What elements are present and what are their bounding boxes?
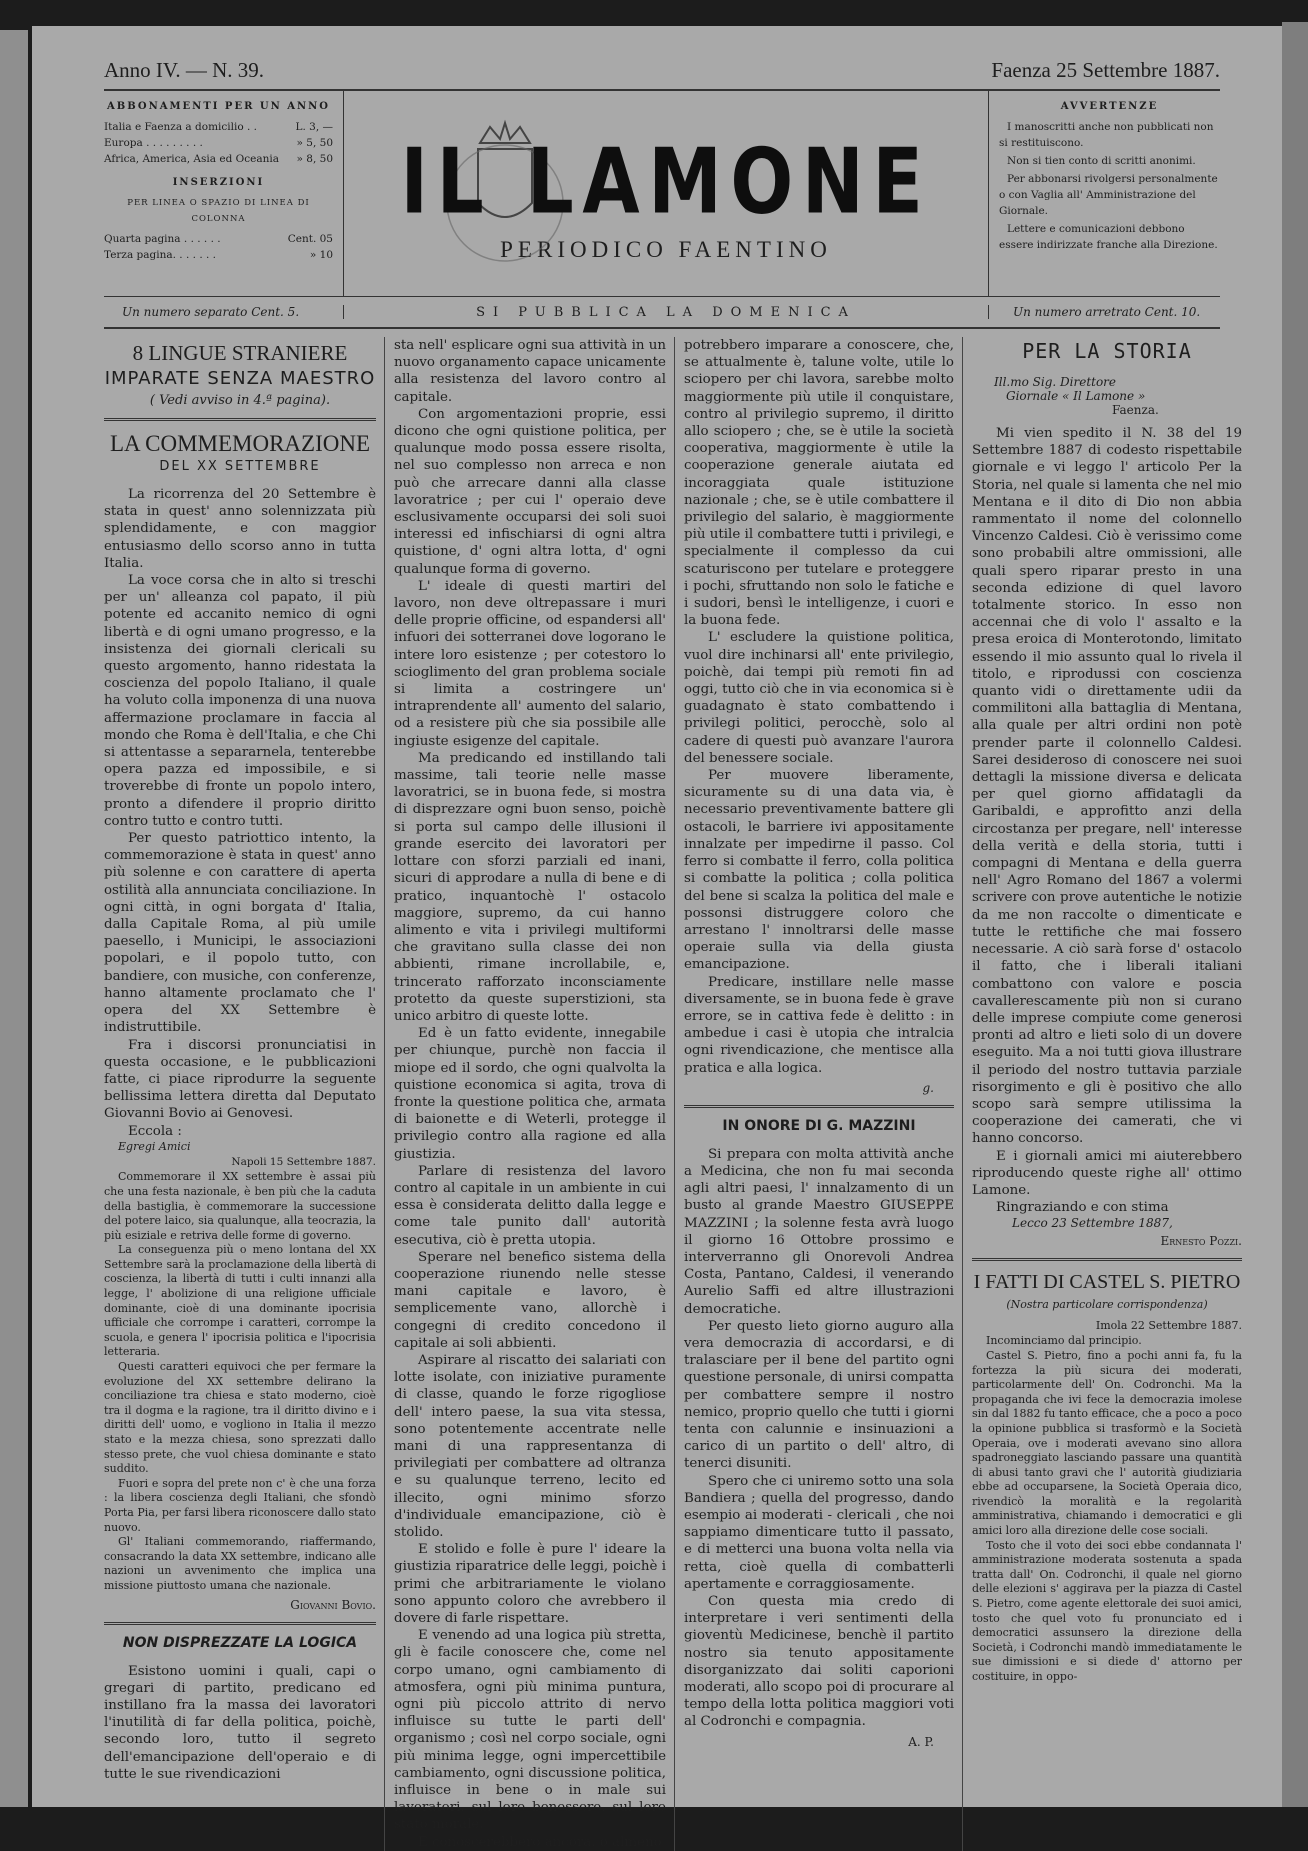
eccola-line: Eccola : bbox=[128, 1123, 182, 1139]
paragraph: Fra i discorsi pronunciatisi in questa occasione, e le pubblicazioni fatte, ci piace riprodurre la seguente bellissima lettera diretta dal Deputato Giovanni Bovio ai Genovesi. bbox=[104, 1037, 376, 1122]
paragraph: Predicare, instillare nelle masse diversamente, se in buona fede è grave errore, se in cattiva fede è delitto : in ambedue i casi è utopia che intralcia ogni rivendicazione, che mentisce alla pratica e alla logica. bbox=[684, 974, 954, 1076]
notices-box bbox=[988, 91, 1220, 296]
paragraph: La voce corsa che in alto si treschi per un' alleanza col papato, il più potente ed accanito nemico di ogni libertà e di ogni umano progresso, e la insistenza dei giornali clericali su questo argomento, hanno ridestata la coscienza del popolo Italiano, il quale ha voluto colla imponenza di una nuova affermazione proclamare in faccia al mondo che Roma è dell'Italia, e che Chi si attentasse a separarnela, tenterebbe opera pazza ed impossibile, e si troverebbe di fronte un popolo intero, pronto a difendere il proprio diritto contro tutto e contro tutti. bbox=[104, 573, 376, 829]
divider bbox=[684, 1105, 954, 1108]
author-signature: A. P. bbox=[908, 1734, 934, 1749]
divider bbox=[972, 1258, 1242, 1261]
year-issue: Anno IV. — N. 39. bbox=[104, 58, 265, 82]
letter-date: Napoli 15 Settembre 1887. bbox=[231, 1156, 376, 1169]
publication-day: SI PUBBLICA LA DOMENICA bbox=[476, 304, 856, 320]
paragraph: Sperare nel benefico sistema della cooperazione riunendo nelle stesse mani capitale e lavoro, è semplicemente vano, allorchè i congegni di credito concedono il capitale ai soli abbienti. bbox=[394, 1249, 666, 1351]
letter-paragraph: La conseguenza più o meno lontana del XX Settembre sarà la proclamazione della libertà di coscienza, la libertà di tutti i culti innanzi alla legge, l' abolizione di una religione ufficiale dominante, cioè di una dominante ipocrisia ufficiale che corrompe i caratteri, corrompe la scuola, e genera l' ipocrisia politica e l'ipocrisia letteraria. bbox=[104, 1243, 376, 1359]
address-line: Ill.mo Sig. Direttore bbox=[994, 375, 1117, 389]
column-1 bbox=[104, 337, 376, 1851]
newspaper-title: IL LAMONE bbox=[400, 129, 932, 235]
price-row: Europa . . . . . . . . . » 5, 50 bbox=[104, 137, 333, 149]
paragraph: Tosto che il voto dei soci ebbe condannata l' amministrazione moderata sostenuta a spada tratta dall' On. Codronchi, il quale nel giorno delle elezioni s' aggirava per la piazza di Castel S. Pietro, come agente elettorale dei suoi amici, tosto che quel voto fu pronunciato ed i democratici assunsero la direzione della Società, i Codronchi mandò immediatamente le sue dimissioni e si diede d' attorno per costituire, in oppo- bbox=[972, 1538, 1242, 1683]
address-line: Faenza. bbox=[1112, 403, 1159, 417]
price-row: Italia e Faenza a domicilio . . L. 3, — bbox=[104, 121, 333, 133]
paragraph: sta nell' esplicare ogni sua attività in un nuovo organamento capace unicamente alla resistenza del lavoro contro al capitale. bbox=[394, 338, 666, 405]
place-date: Faenza 25 Settembre 1887. bbox=[991, 58, 1220, 82]
paragraph: E i giornali amici mi aiuterebbero riproducendo queste righe all' ottimo Lamone. bbox=[972, 1148, 1242, 1198]
price-row: Quarta pagina . . . . . . Cent. 05 bbox=[104, 233, 333, 245]
divider bbox=[104, 1622, 376, 1625]
paragraph: Per questo patriottico intento, la commemorazione è stata in quest' anno più solenne e con carattere di aperta ostilità alla annunciata conciliazione. In ogni città, in ogni borgata d' Italia, dalla Capitale Roma, al più umile paesello, i Municipi, le associazioni popolari, e il popolo tutto, con bandiere, con musiche, con conferenze, hanno altamente proclamato che l' opera del XX Settembre è indistruttibile. bbox=[104, 831, 376, 1036]
letter-place: Lecco 23 Settembre 1887, bbox=[1012, 1216, 1173, 1231]
subscriptions-box bbox=[104, 91, 344, 296]
insertions-heading: INSERZIONI bbox=[172, 177, 265, 188]
divider bbox=[104, 418, 376, 421]
masthead bbox=[104, 91, 1220, 297]
paragraph: potrebbero imparare a conoscere, che, se attualmente è, talune volte, utile lo sciopero per chi lavora, sarebbe molto maggiormente più utile il conquistare, contro al privilegio supremo, il diritto allo sciopero ; che, se è utile la società cooperativa, maggiormente è utile la cooperazione generale aiutata ed incoraggiata quale istituzione nazionale ; che, se è utile combattere il privilegio del salario, è maggiormente più utile il combattere tutti i privilegi, e specialmente il complesso da cui scaturiscono per tutelare e proteggere i pochi, sfruttando non solo le fatiche e i sudori, bensì le intelligenze, i cuori e la buona fede. bbox=[684, 338, 954, 629]
paragraph: Per questo lieto giorno auguro alla vera democrazia di accordarsi, e di tralasciare per il bene del partito ogni questione personale, di unirsi compatta per combattere sempre il nostro nemico, proprio quello che tutti i giorni tenta con calunnie e insinuazioni a carico di un partito o dell' altro, di tenerci disuniti. bbox=[684, 1318, 954, 1472]
castel-note: (Nostra particolare corrispondenza) bbox=[1006, 1298, 1208, 1312]
paragraph: La ricorrenza del 20 Settembre è stata in quest' anno solennizzata più splendidamente, e con maggior entusiasmo dello scorso anno in tutta Italia. bbox=[104, 487, 376, 571]
paragraph: Per muovere liberamente, sicuramente su di una data via, è necessario preventivamente battere gli ostacoli, le barriere ivi appositamente innalzate per impedirne il passo. Col ferro si combatte il ferro, colla politica si combatte la politica ; colla politica del bene si scalza la politica del male e possonsi distruggere coloro che arrestano l' innoltrarsi delle masse operaie sulla via della giusta emancipazione. bbox=[684, 768, 954, 973]
paragraph: Con argomentazioni proprie, essi dicono che ogni quistione politica, per qualunque modo possa essere risolta, nel suo complesso non arreca e non può che arrecare danni alla classe lavoratrice ; per cui l' operaio deve esclusivamente occuparsi dei soli suoi interessi ed infischiarsi di ogni altra quistione, d' ogni altra lotta, d' ogni qualunque forma di governo. bbox=[394, 406, 666, 577]
notices-heading: AVVERTENZE bbox=[1060, 101, 1159, 112]
paragraph: Castel S. Pietro, fino a pochi anni fa, fu la fortezza la più sicura dei moderati, particolarmente dell' On. Codronchi. Ma la propaganda che ivi fece la democrazia imolese sin dal 1882 fu tanto efficace, che a poco a poco la opinione pubblica si trasformò e la Società Operaia, ove i moderati avevano sino allora spadroneggiato lasciando passare una quantità di abusi tanto gravi che l' autorità giudiziaria ebbe ad occuparsene, la Società Operaia dico, rivendicò la moralità e la regolarità amministrativa, chiamando i democratici e gli amici loro alla direzione delle cose sociali. bbox=[972, 1348, 1242, 1538]
paragraph: Ed è un fatto evidente, innegabile per chiunque, purchè non faccia il miope ed il sordo, che ogni qualvolta la quistione economica si agita, trova di fronte la questione politica che, armata di baionette e di Weterli, protegge il privilegio contro alla ragione ed alla giustizia. bbox=[394, 1026, 666, 1162]
letter-paragraph: Questi caratteri equivoci che per fermare la evoluzione del XX settembre delirano la conciliazione tra chiesa e stato moderno, cioè tra il dogma e la ragione, tra il diritto divino e i diritti dell' uomo, e vogliono in Italia il mezzo stato e la mezza chiesa, sono sprezzati dallo stesso prete, che vuol chiesa dominante e stato suddito. bbox=[104, 1360, 376, 1476]
castel-title: I FATTI DI CASTEL S. PIETRO bbox=[973, 1271, 1241, 1294]
paragraph: Incominciamo dal principio. bbox=[986, 1334, 1142, 1348]
masthead-footer bbox=[104, 297, 1220, 329]
article-subtitle: DEL XX SETTEMBRE bbox=[159, 459, 321, 474]
paragraph: Si prepara con molta attività anche a Medicina, che non fu mai seconda agli altri paesi, l' innalzamento di un busto al grande Maestro GIUSEPPE MAZZINI ; la solenne festa avrà luogo il giorno 16 Ottobre prossimo e interverranno gli Onorevoli Andrea Costa, Pantano, Caldesi, il venerando Aurelio Saffi ed altre illustrazioni democratiche. bbox=[684, 1146, 954, 1317]
second-article-title: NON DISPREZZATE LA LOGICA bbox=[122, 1634, 358, 1651]
notice-item: Non si tien conto di scritti anonimi. bbox=[1007, 155, 1196, 167]
article-title: LA COMMEMORAZIONE bbox=[109, 431, 371, 456]
price-row: Africa, America, Asia ed Oceania » 8, 50 bbox=[104, 153, 333, 165]
back-issue-price: Un numero arretrato Cent. 10. bbox=[988, 305, 1220, 319]
letter-paragraph: Fuori e sopra del prete non c' è che una forza : la libera coscienza degli Italiani, che sfondò Porta Pia, per farsi libera riconoscere dallo stato nuovo. bbox=[104, 1476, 376, 1534]
address-line: Giornale « Il Lamone » bbox=[1006, 389, 1146, 403]
single-copy-price: Un numero separato Cent. 5. bbox=[104, 305, 344, 319]
paragraph: Mi vien spedito il N. 38 del 19 Settembre 1887 di codesto rispettabile giornale e vi leggo l' articolo Per la Storia, nel quale si lamenta che nel mio Mentana e il dito di Dio non abbia rammentato il nome del colonnello Vincenzo Caldesi. Ciò è verissimo come sono probabili altre ommissioni, alle quali spero riparar presto in una seconda edizione di quel lavoro totalmente storico. In esso non accennai che di volo l' assalto e la presa eroica di Monterotondo, limitato essendo il mio assunto qual lo rivela il titolo, e riprodussi con coscienza quanto vidi o direttamente udii da commilitoni alla battaglia di Mentana, alla quale per altri ordini non potè prender parte il colonnello Caldesi. Sarei desideroso di conoscere nei suoi dettagli la missione diversa e delicata per quel giorno affidatagli da Garibaldi, e approfitto anzi della circostanza per pregare, nell' interesse della verità e della storia, tutti i compagni di Mentana e della guerra nell' Agro Romano del 1867 a volermi scrivere con prove autentiche le notizie da me non raccolte o dimenticate e tutte le rettifiche che mai fossero necessarie. A ciò sarà forse d' ostacolo il fatto, che i liberali italiani combattono con valore e poscia cavallerescamente più non si curano delle imprese compiute come generosi pronti ad altro e lieti solo di un dovere eseguito. Ma a noi tutti giova illustrare il periodo del nostro tuttavia parziale risorgimento e gli è positivo che allo scopo sarà sempre utilissima la cooperazione dei camerati, che vi hanno concorso. bbox=[972, 426, 1242, 1147]
masthead-title-block bbox=[344, 91, 988, 296]
ad-subtitle: IMPARATE SENZA MAESTRO bbox=[104, 368, 376, 389]
ad-note: ( Vedi avviso in 4.ª pagina). bbox=[149, 393, 331, 408]
paragraph: Aspirare al riscatto dei salariati con lotte isolate, con iniziative puramente di classe, quando le forze rigogliose dell' intero paese, la sua vita stessa, sono potentemente accentrate nelle mani di una rappresentanza di privilegiati per combattere ad oltranza e su qualunque terreno, lecito ed illecito, ogni minimo sforzo d'individuale emancipazione, ciò è stolido. bbox=[394, 1352, 666, 1541]
paragraph: Parlare di resistenza del lavoro contro al capitale in un ambiente in cui essa è considerata delitto dalla legge e come tale punito dall' autorità esecutiva, ciò è pretta utopia. bbox=[394, 1163, 666, 1248]
mazzini-title: IN ONORE DI G. MAZZINI bbox=[722, 1117, 916, 1134]
paragraph: Ma predicando ed instillando tali massime, tali teorie nelle masse lavoratrici, se in buona fede, si mostra di disprezzare ogni buon senso, poichè si porta sul campo delle illusioni il grande esercito dei lavoratori per lottare con sforzi parziali ed inani, sicuri di approdare a nulla di bene e di pratico, inquantochè l' ostacolo maggiore, supremo, da cui hanno alimento e vita i privilegi multiformi che gravitano sulla classe dei non abbienti, rimane incrollabile, e, trincerato rafforzato inconsciamente protetto da queste superstizioni, sta unico arbitro di queste lotte. bbox=[394, 750, 666, 1024]
paragraph: Esistono uomini i quali, capi o gregari di partito, predicano ed instillano fra la massa dei lavoratori l'inutilità di far della politica, poichè, secondo loro, tutto il segreto dell'emancipazione dell'operaio e di tutte le sue rivendicazioni bbox=[104, 1663, 376, 1782]
masthead-top bbox=[104, 58, 1220, 91]
notice-item: I manoscritti anche non pubblicati non si restituiscono. bbox=[999, 121, 1214, 149]
price-row: Terza pagina. . . . . . . » 10 bbox=[104, 249, 333, 261]
newspaper-page bbox=[32, 26, 1282, 1850]
paragraph: L' escludere la quistione politica, vuol dire inchinarsi all' ente privilegio, poichè, dai tempi più remoti fin ad oggi, tutto ciò che in via economica si è guadagnato è stato combattendo i privilegi politici, perocchè, solo al cadere di questi può avanzare l'aurora del benessere sociale. bbox=[684, 630, 954, 766]
letter-greeting: Egregi Amici bbox=[118, 1139, 191, 1153]
castel-date: Imola 22 Settembre 1887. bbox=[1095, 1319, 1242, 1333]
paragraph: Spero che ci uniremo sotto una sola Bandiera ; quella del progresso, dando esempio ai moderati - clericali , che noi sappiamo dimenticare tutto il passato, e di metterci una buona volta nella via retta, cioè quella di combatterli apertamente e corraggiosamente. bbox=[684, 1473, 954, 1592]
paragraph: E conoscerebbero ancora, o almeno bbox=[418, 1834, 662, 1850]
newspaper-subtitle: PERIODICO FAENTINO bbox=[500, 237, 832, 262]
paragraph: Ringraziando e con stima bbox=[996, 1200, 1169, 1216]
ad-title: 8 LINGUE STRANIERE bbox=[132, 341, 348, 365]
letter-paragraph: Commemorare il XX settembre è assai più che una festa nazionale, è ben più che la caduta della bastiglia, è commemorare la successione del potere laico, sia qualunque, alla teocrazia, la più esiziale e retriva delle forme di governo. bbox=[104, 1170, 376, 1242]
article-columns bbox=[104, 337, 1242, 1850]
letter-signature: Giovanni Bovio. bbox=[290, 1597, 376, 1612]
paragraph: Con questa mia credo di interpretare i veri sentimenti della gioventù Medicinese, benchè il partito nostro sia tenuto appositamente disorganizzato dai soliti caporioni moderati, allo scopo poi di procurare al tempo della lotta politica maggiori voti al Codronchi e compagnia. bbox=[684, 1594, 954, 1730]
paragraph: E venendo ad una logica più stretta, gli è facile conoscere che, come nel corpo umano, ogni cambiamento di atmosfera, ogni più minima puntura, ogni più piccolo attrito di nervo influisce su tutte le parti dell' organismo ; così nel corpo sociale, ogni più minima legge, ogni impercettibile cambiamento, ogni discussione politica, influisce in bene o in male sui lavoratori, sul loro benessere, sul loro stato morale. bbox=[394, 1628, 666, 1833]
column-3 bbox=[684, 337, 954, 1851]
notice-item: Per abbonarsi rivolgersi personalmente o con Vaglia all' Amministrazione del Giornale. bbox=[999, 173, 1218, 217]
author-initial: g. bbox=[922, 1080, 934, 1095]
letter-paragraph: Gl' Italiani commemorando, riaffermando, consacrando la data XX settembre, indicano alle nazioni un avvenimento che implica una missione piuttosto umana che nazionale. bbox=[104, 1535, 376, 1592]
insertions-subheading: PER LINEA O SPAZIO DI LINEA DI COLONNA bbox=[127, 198, 310, 224]
storia-title: PER LA STORIA bbox=[1022, 339, 1192, 363]
paragraph: L' ideale di questi martiri del lavoro, non deve oltrepassare i muri delle proprie officine, od espandersi all' infuori dei sotterranei dove logorano le intere loro esistenze ; per cotestoro lo scioglimento del gran problema sociale si limita a costringere un' intraprendente all' aumento del salario, od a resistere più che sia possibile alle ingiuste esigenze del capitale. bbox=[394, 578, 666, 749]
column-2 bbox=[394, 337, 666, 1851]
notice-item: Lettere e comunicazioni debbono essere indirizzate franche alla Direzione. bbox=[999, 223, 1218, 251]
paragraph: E stolido e folle è pure l' ideare la giustizia riparatrice delle leggi, poichè i primi che arbitrariamente le violano sono appunto coloro che avrebbero il dovere di farle rispettare. bbox=[394, 1542, 666, 1627]
previous-page-edge bbox=[0, 30, 28, 1807]
subscriptions-heading: ABBONAMENTI PER UN ANNO bbox=[107, 101, 330, 112]
letter-signature: Ernesto Pozzi. bbox=[1160, 1234, 1242, 1249]
column-4 bbox=[972, 337, 1242, 1851]
next-page-edge bbox=[1282, 22, 1308, 1807]
